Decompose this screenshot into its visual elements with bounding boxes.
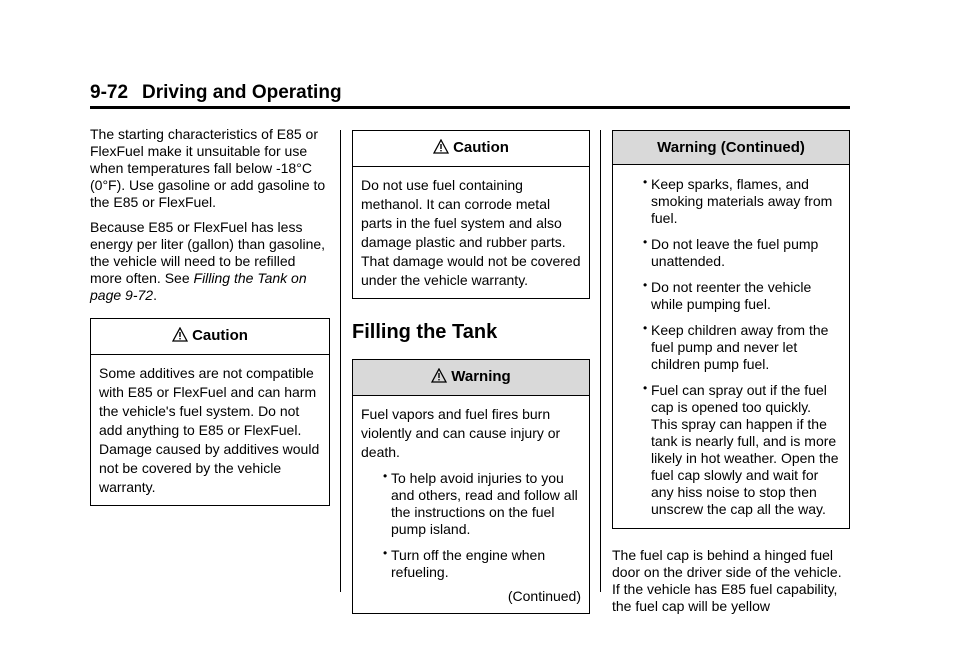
page-number: 9-72 xyxy=(90,82,129,103)
list-item: • Keep children away from the fuel pump and never let children pump fuel. xyxy=(643,321,829,372)
column-divider xyxy=(600,130,601,592)
warning-body xyxy=(353,396,589,613)
warning-bullet-list xyxy=(361,470,581,581)
column-1 xyxy=(90,126,330,506)
paragraph: The fuel cap is behind a hinged fuel door on the driver side of the vehicle. If the vehicle has E85 fuel capability, the fuel cap will be yellow xyxy=(612,547,842,614)
list-item: • Turn off the engine when refueling. xyxy=(383,546,546,580)
caution-box xyxy=(90,318,330,506)
list-item: • Do not reenter the vehicle while pumping fuel. xyxy=(643,278,812,312)
bullet-icon: • xyxy=(643,235,648,249)
paragraph: Because E85 or FlexFuel has less energy per liter (gallon) than gasoline, the vehicle will need to be refilled more often. See Filling the Tank on page 9-72. xyxy=(90,219,326,303)
warning-box xyxy=(612,130,850,529)
bullet-icon: • xyxy=(643,321,648,335)
warning-box xyxy=(352,359,590,614)
warning-bullet-list xyxy=(621,176,841,518)
section-title: Filling the Tank xyxy=(352,321,498,343)
list-item: • To help avoid injuries to you and others, read and follow all the instructions on the fuel pump island. xyxy=(383,469,578,537)
column-divider xyxy=(340,130,341,592)
caution-body: Do not use fuel containing methanol. It can corrode metal parts in the fuel system and also damage plastic and rubber parts. That damage would not be covered under the vehicle warranty. xyxy=(361,177,581,288)
caution-title: Caution xyxy=(353,131,589,167)
bullet-icon: • xyxy=(383,546,388,560)
list-item: • Keep sparks, flames, and smoking materials away from fuel. xyxy=(643,175,833,226)
warning-triangle-icon xyxy=(433,139,449,160)
continued-label: (Continued) xyxy=(507,588,581,604)
paragraph: The starting characteristics of E85 or FlexFuel make it unsuitable for use when temperatures fall below -18°C (0°F). Use gasoline or add gasoline to the E85 or FlexFuel. xyxy=(90,126,326,210)
caution-box xyxy=(352,130,590,299)
page-header xyxy=(90,80,850,109)
list-item: • Do not leave the fuel pump unattended. xyxy=(643,235,819,269)
bullet-icon: • xyxy=(383,469,388,483)
warning-triangle-icon xyxy=(431,368,447,389)
warning-body xyxy=(613,165,849,528)
caution-body: Some additives are not compatible with E85 or FlexFuel and can harm the vehicle's fuel system. Do not add anything to E85 or FlexFuel. Damage caused by additives would not be covered by the vehicle warranty. xyxy=(99,365,320,495)
cross-reference-link[interactable]: Filling the Tank on page 9-72 xyxy=(90,270,307,303)
warning-triangle-icon xyxy=(172,327,188,348)
warning-intro: Fuel vapors and fuel fires burn violently and can cause injury or death. xyxy=(361,406,561,460)
column-2 xyxy=(352,130,590,614)
warning-title: Warning (Continued) xyxy=(613,131,849,165)
list-item: • Fuel can spray out if the fuel cap is opened too quickly. This spray can happen if the tank is nearly full, and is more likely in hot weather. Open the fuel cap slowly and wait for any hiss noise to stop then unscrew the cap all the way. xyxy=(643,381,839,517)
bullet-icon: • xyxy=(643,381,648,395)
bullet-icon: • xyxy=(643,175,648,189)
column-3 xyxy=(612,130,850,623)
bullet-icon: • xyxy=(643,278,648,292)
caution-title: Caution xyxy=(91,319,329,355)
chapter-title: Driving and Operating xyxy=(142,82,342,103)
warning-title: Warning xyxy=(353,360,589,396)
